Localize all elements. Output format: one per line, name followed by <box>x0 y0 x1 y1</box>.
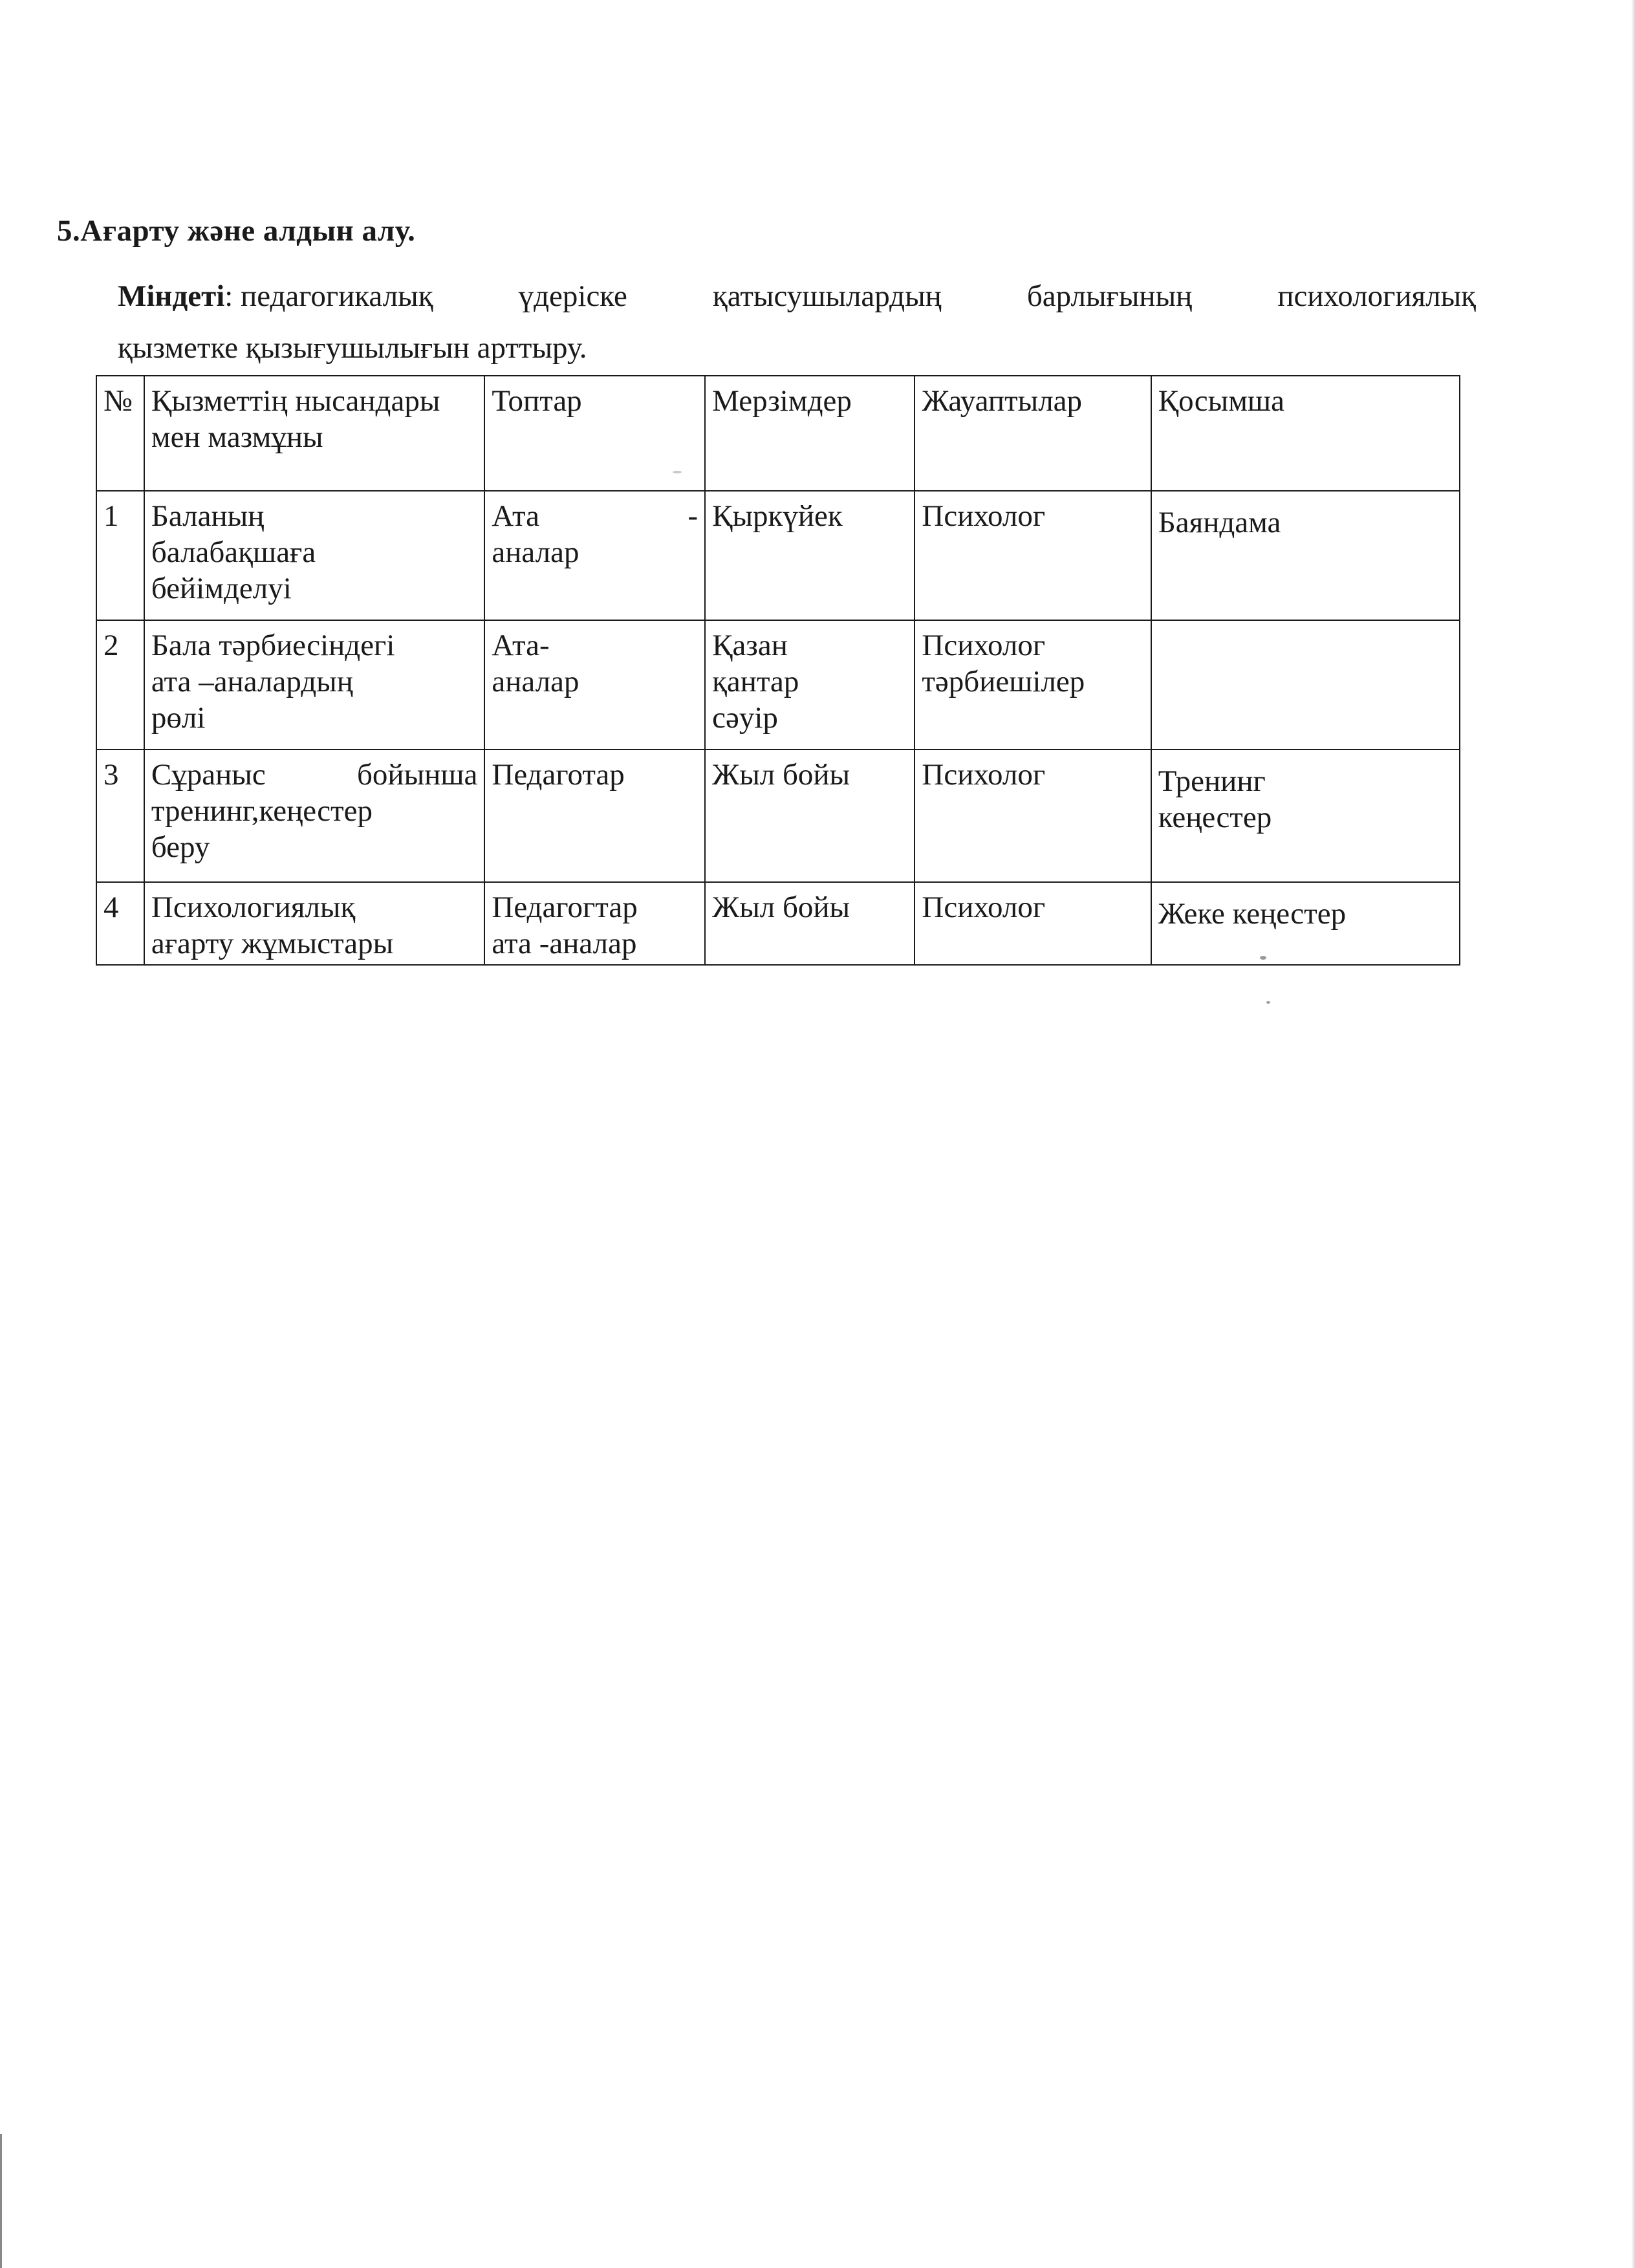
cell-responsible <box>915 750 1151 882</box>
scan-speck <box>1260 956 1266 960</box>
table-header-row <box>96 376 1460 491</box>
cell-line: Ата- <box>492 629 550 662</box>
cell-responsible <box>915 491 1151 620</box>
cell-extra <box>1151 882 1460 965</box>
cell-responsible <box>915 882 1151 965</box>
table-row <box>96 491 1460 620</box>
cell-number: 4 <box>96 882 144 965</box>
scan-edge-mark <box>0 2134 2 2268</box>
cell-line: Баяндама <box>1158 506 1281 539</box>
task-word: қатысушылардың <box>712 279 942 313</box>
table-row <box>96 620 1460 750</box>
cell-line: ата –аналардың <box>151 665 353 698</box>
cell-line: Психолог <box>922 758 1046 792</box>
cell-number: 1 <box>96 491 144 620</box>
header-extra: Қосымша <box>1151 376 1460 491</box>
scan-edge <box>1631 0 1635 2268</box>
table-row <box>96 882 1460 965</box>
cell-extra <box>1151 750 1460 882</box>
cell-line: балабақшаға <box>151 535 316 569</box>
cell-extra <box>1151 491 1460 620</box>
header-activity-form: Қызметтің нысандары мен мазмұны <box>144 376 484 491</box>
cell-activity-form <box>144 491 484 620</box>
scan-speck <box>673 471 682 473</box>
cell-groups <box>484 882 705 965</box>
header-number: № <box>96 376 144 491</box>
cell-line: Ата - <box>492 499 698 533</box>
cell-line: Баланың <box>151 499 265 533</box>
cell-line: сәуір <box>712 701 778 735</box>
cell-line: қантар <box>712 665 799 698</box>
cell-line: Психолог <box>922 629 1046 662</box>
cell-extra <box>1151 620 1460 750</box>
cell-responsible <box>915 620 1151 750</box>
cell-activity-form <box>144 620 484 750</box>
cell-line: рөлі <box>151 701 206 735</box>
cell-line: ағарту жұмыстары <box>151 927 394 960</box>
cell-line: тәрбиешілер <box>922 665 1085 698</box>
cell-activity-form <box>144 750 484 882</box>
cell-line: Психологиялық <box>151 891 356 924</box>
plan-table <box>96 375 1460 966</box>
scan-speck <box>1266 1001 1270 1004</box>
cell-dates <box>705 620 915 750</box>
cell-number: 2 <box>96 620 144 750</box>
cell-groups <box>484 750 705 882</box>
cell-line: Қазан <box>712 629 788 662</box>
cell-line: ата -аналар <box>492 927 637 960</box>
task-paragraph <box>118 270 1476 374</box>
cell-line: Педагогтар <box>492 891 638 924</box>
cell-line: аналар <box>492 535 579 569</box>
task-line-2: қызметке қызығушылығын арттыру. <box>118 331 587 365</box>
cell-line: Бала тәрбиесіндегі <box>151 629 395 662</box>
task-word: психологиялық <box>1277 279 1476 313</box>
section-heading: 5.Ағарту және алдын алу. <box>57 214 416 248</box>
cell-line: Жыл бойы <box>712 758 850 792</box>
cell-line: Сұраныс бойынша <box>151 758 478 792</box>
cell-line: аналар <box>492 665 579 698</box>
cell-line: Жеке кеңестер <box>1158 897 1347 931</box>
task-word: үдеріске <box>518 279 627 313</box>
cell-line: Педаготар <box>492 758 625 792</box>
header-responsible: Жауаптылар <box>915 376 1151 491</box>
cell-groups <box>484 491 705 620</box>
cell-dates <box>705 491 915 620</box>
cell-line: бейімделуі <box>151 572 292 605</box>
cell-groups <box>484 620 705 750</box>
cell-line: Жыл бойы <box>712 891 850 924</box>
table-row <box>96 750 1460 882</box>
cell-number: 3 <box>96 750 144 882</box>
cell-line: кеңестер <box>1158 801 1272 834</box>
header-dates: Мерзімдер <box>705 376 915 491</box>
cell-line: Тренинг <box>1158 764 1266 798</box>
cell-line: Қыркүйек <box>712 499 843 533</box>
cell-line: тренинг,кеңестер <box>151 794 373 828</box>
cell-line: беру <box>151 830 210 864</box>
task-label: Міндеті <box>118 279 225 313</box>
cell-line: Психолог <box>922 499 1046 533</box>
task-word: : педагогикалық <box>224 279 433 313</box>
header-groups: Топтар <box>484 376 705 491</box>
cell-dates <box>705 882 915 965</box>
cell-activity-form <box>144 882 484 965</box>
cell-dates <box>705 750 915 882</box>
cell-line: Психолог <box>922 891 1046 924</box>
task-word: барлығының <box>1026 279 1193 313</box>
task-line-1 <box>118 270 1476 322</box>
